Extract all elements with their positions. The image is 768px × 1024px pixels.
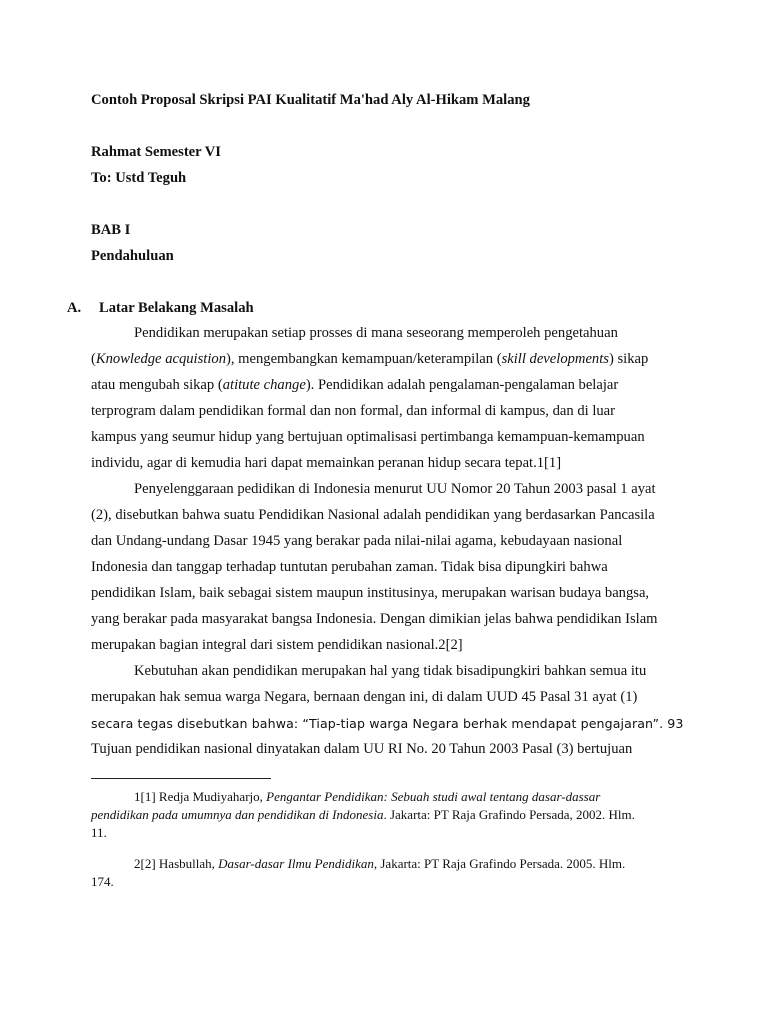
footnote-2-line: 174. — [91, 874, 114, 889]
footnote-mark: 1[1] — [134, 789, 156, 804]
paragraph-line: yang berakar pada masyarakat bangsa Indonesia. Dengan dimikian jelas bahwa pendidikan Islam — [91, 611, 658, 627]
chapter-heading: BAB I — [91, 222, 131, 238]
paragraph-line: Indonesia dan tanggap terhadap tuntutan perubahan zaman. Tidak bisa dipungkiri bahwa — [91, 559, 608, 575]
paragraph-line: (Knowledge acquistion), mengembangkan kemampuan/keterampilan (skill developments) sikap — [91, 351, 649, 367]
author-line: Rahmat Semester VI — [91, 144, 221, 160]
footnote-1-line: 11. — [91, 825, 107, 840]
recipient-line: To: Ustd Teguh — [91, 170, 187, 186]
paragraph-line: Pendidikan merupakan setiap prosses di mana seseorang memperoleh pengetahuan — [134, 325, 618, 341]
paragraph-line: merupakan hak semua warga Negara, bernaan dengan ini, di dalam UUD 45 Pasal 31 ayat (1) — [91, 689, 638, 705]
document-title: Contoh Proposal Skripsi PAI Kualitatif Ma'had Aly Al-Hikam Malang — [91, 92, 530, 108]
paragraph-line: Tujuan pendidikan nasional dinyatakan dalam UU RI No. 20 Tahun 2003 Pasal (3) bertujuan — [91, 741, 633, 757]
paragraph-line: merupakan bagian integral dari sistem pendidikan nasional.2[2] — [91, 637, 463, 653]
paragraph-line: pendidikan Islam, baik sebagai sistem maupun institusinya, merupakan warisan budaya bangsa, — [91, 585, 650, 601]
paragraph-line: kampus yang seumur hidup yang bertujuan optimalisasi pertimbanga kemampuan-kemampuan — [91, 429, 645, 445]
footnote-2-line: 2[2] Hasbullah, Dasar-dasar Ilmu Pendidikan, Jakarta: PT Raja Grafindo Persada. 2005. Hlm. — [134, 856, 626, 871]
paragraph-line: secara tegas disebutkan bahwa: “Tiap-tiap warga Negara berhak mendapat pengajaran”. 93 — [91, 716, 684, 731]
section-letter: A. — [67, 300, 82, 316]
footnote-separator — [91, 778, 271, 779]
section-title: Latar Belakang Masalah — [99, 300, 254, 316]
paragraph-line: atau mengubah sikap (atitute change). Pendidikan adalah pengalaman-pengalaman belajar — [91, 377, 619, 393]
paragraph-line: Penyelenggaraan pedidikan di Indonesia menurut UU Nomor 20 Tahun 2003 pasal 1 ayat — [134, 481, 656, 497]
footnote-1-line: pendidikan pada umumnya dan pendidikan di Indonesia. Jakarta: PT Raja Grafindo Persada, 2002. Hlm. — [91, 807, 635, 822]
footnote-mark: 2[2] — [134, 856, 156, 871]
chapter-title: Pendahuluan — [91, 248, 174, 264]
footnote-1-line: 1[1] Redja Mudiyaharjo, Pengantar Pendidikan: Sebuah studi awal tentang dasar-dassar — [134, 789, 601, 804]
paragraph-line: (2), disebutkan bahwa suatu Pendidikan Nasional adalah pendidikan yang berdasarkan Pancasila — [91, 507, 655, 523]
paragraph-line: individu, agar di kemudia hari dapat memainkan peranan hidup secara tepat.1[1] — [91, 455, 562, 471]
paragraph-line: terprogram dalam pendidikan formal dan non formal, dan informal di kampus, dan di luar — [91, 403, 616, 419]
paragraph-line: Kebutuhan akan pendidikan merupakan hal yang tidak bisadipungkiri bahkan semua itu — [134, 663, 647, 679]
paragraph-line: dan Undang-undang Dasar 1945 yang berakar pada nilai-nilai agama, kebudayaan nasional — [91, 533, 623, 549]
